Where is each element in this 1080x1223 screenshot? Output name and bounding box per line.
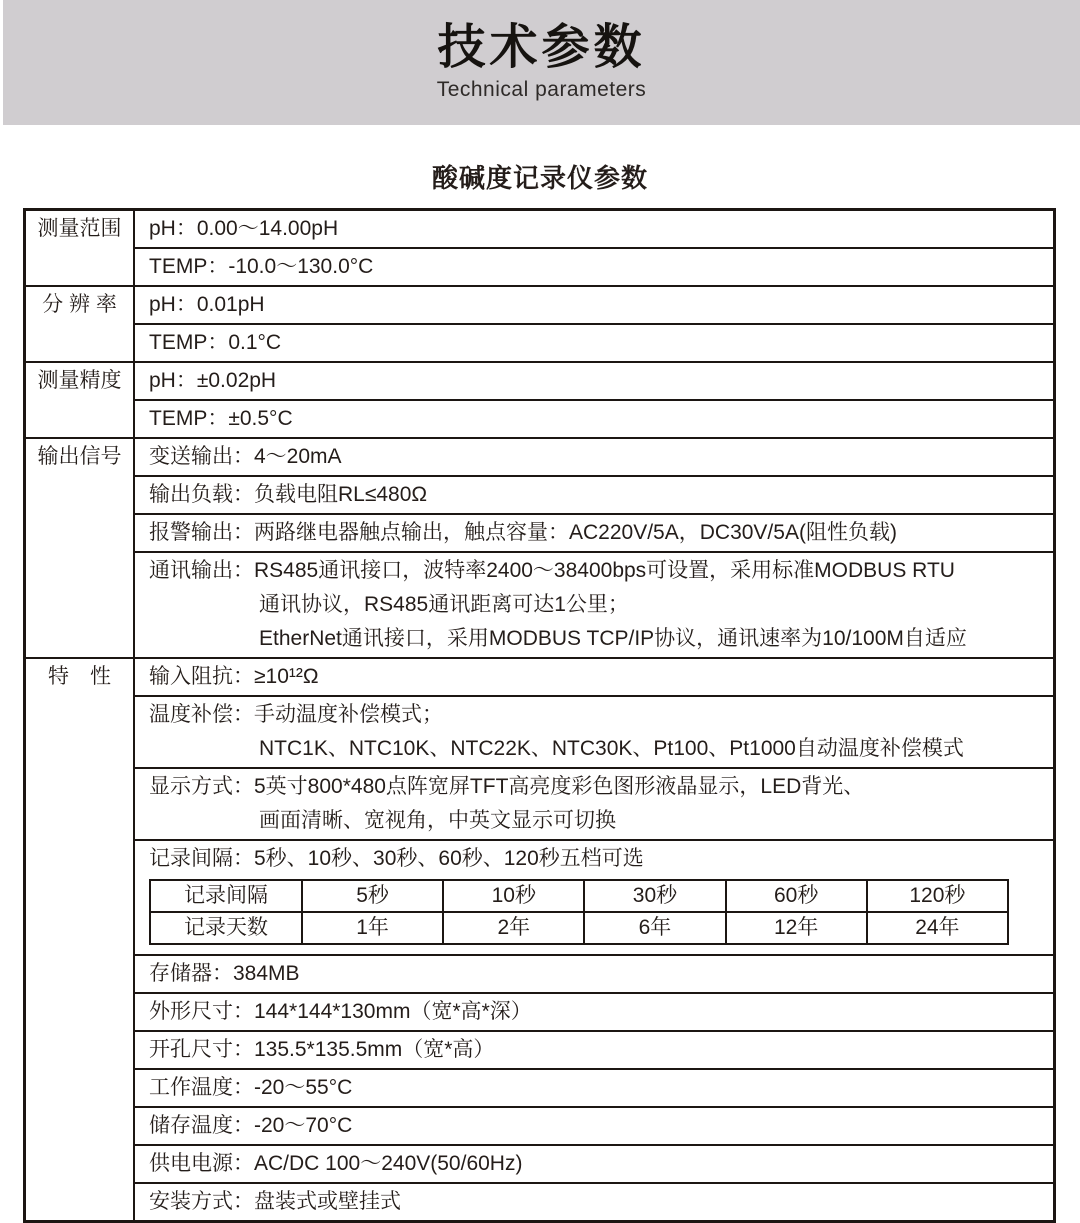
spec-row-text: pH：0.00～14.00pH <box>149 217 339 240</box>
spec-row <box>135 1068 1053 1106</box>
record-table-cell: 10秒 <box>443 880 584 912</box>
spec-row <box>135 992 1053 1030</box>
spec-row-text: pH：±0.02pH <box>149 369 277 392</box>
spec-row <box>135 659 1053 695</box>
group-rows <box>135 659 1053 1220</box>
group-label: 分 辨 率 <box>26 287 135 361</box>
spec-row-continuation: EtherNet通讯接口，采用MODBUS TCP/IP协议，通讯速率为10/100M自适应 <box>259 627 967 650</box>
spec-group <box>26 437 1053 657</box>
record-table-cell: 60秒 <box>726 880 867 912</box>
spec-row <box>135 767 1053 839</box>
spec-row-text: TEMP：-10.0～130.0°C <box>149 255 374 278</box>
spec-group <box>26 211 1053 285</box>
record-table-cell: 24年 <box>867 912 1008 944</box>
spec-group <box>26 657 1053 1220</box>
spec-row-text: 温度补偿：手动温度补偿模式； <box>149 703 443 726</box>
group-label: 测量范围 <box>26 211 135 285</box>
group-rows <box>135 211 1053 285</box>
spec-table <box>23 208 1056 1223</box>
spec-row-text: 报警输出：两路继电器触点输出，触点容量：AC220V/5A，DC30V/5A(阻性负载) <box>149 521 897 544</box>
spec-row-continuation: NTC1K、NTC10K、NTC22K、NTC30K、Pt100、Pt1000自动温度补偿模式 <box>259 737 964 760</box>
spec-row-text: 存储器：384MB <box>149 962 300 985</box>
page-subtitle: Technical parameters <box>436 78 647 101</box>
spec-row-continuation: 通讯协议，RS485通讯距离可达1公里； <box>259 593 629 616</box>
group-label: 测量精度 <box>26 363 135 437</box>
spec-row <box>135 399 1053 437</box>
spec-row-text: 开孔尺寸：135.5*135.5mm（宽*高） <box>149 1038 495 1061</box>
group-label: 特 性 <box>26 659 135 1220</box>
spec-row <box>135 1144 1053 1182</box>
spec-row-text: 显示方式：5英寸800*480点阵宽屏TFT高亮度彩色图形液晶显示，LED背光、 <box>149 775 865 798</box>
spec-row-continuation: 画面清晰、宽视角，中英文显示可切换 <box>259 809 616 832</box>
page-title: 技术参数 <box>437 21 646 74</box>
spec-group <box>26 361 1053 437</box>
spec-row-text: 输出负载：负载电阻RL≤480Ω <box>149 483 428 506</box>
spec-row-text: 通讯输出：RS485通讯接口，波特率2400～38400bps可设置，采用标准MODBUS RTU <box>149 559 955 582</box>
header-banner <box>3 0 1080 125</box>
spec-row <box>135 211 1053 247</box>
record-table-cell: 1年 <box>302 912 443 944</box>
group-label: 输出信号 <box>26 439 135 657</box>
spec-row-text: 输入阻抗：≥10¹²Ω <box>149 665 319 688</box>
record-table-cell: 记录天数 <box>150 912 302 944</box>
spec-row <box>135 954 1053 992</box>
section-title: 酸碱度记录仪参数 <box>431 163 648 193</box>
spec-row <box>135 323 1053 361</box>
spec-row-text: 安装方式：盘装式或壁挂式 <box>149 1190 401 1213</box>
record-interval-table <box>149 879 1009 945</box>
spec-row <box>135 439 1053 475</box>
spec-row <box>135 363 1053 399</box>
record-table-cell: 6年 <box>584 912 725 944</box>
spec-row <box>135 513 1053 551</box>
spec-row-text: 供电电源：AC/DC 100～240V(50/60Hz) <box>149 1152 523 1175</box>
spec-row-text: 外形尺寸：144*144*130mm（宽*高*深） <box>149 1000 532 1023</box>
spec-row-text: 记录间隔：5秒、10秒、30秒、60秒、120秒五档可选 <box>149 847 644 870</box>
spec-row-text: 储存温度：-20～70°C <box>149 1114 353 1137</box>
record-table-cell: 12年 <box>726 912 867 944</box>
spec-row-text: 工作温度：-20～55°C <box>149 1076 353 1099</box>
spec-row <box>135 1182 1053 1220</box>
record-table-row <box>150 880 1008 912</box>
spec-row <box>135 287 1053 323</box>
spec-group <box>26 285 1053 361</box>
record-table-cell: 2年 <box>443 912 584 944</box>
record-table-row <box>150 912 1008 944</box>
group-rows <box>135 363 1053 437</box>
spec-row-text: TEMP：±0.5°C <box>149 407 293 430</box>
spec-row-text: pH：0.01pH <box>149 293 265 316</box>
spec-row <box>135 247 1053 285</box>
record-table-cell: 5秒 <box>302 880 443 912</box>
group-rows <box>135 439 1053 657</box>
spec-row <box>135 475 1053 513</box>
spec-row <box>135 1030 1053 1068</box>
spec-row-text: 变送输出：4～20mA <box>149 445 342 468</box>
spec-row <box>135 551 1053 657</box>
spec-row <box>135 839 1053 954</box>
spec-row <box>135 695 1053 767</box>
spec-row-text: TEMP：0.1°C <box>149 331 282 354</box>
spec-row <box>135 1106 1053 1144</box>
record-table-cell: 记录间隔 <box>150 880 302 912</box>
record-table-cell: 120秒 <box>867 880 1008 912</box>
group-rows <box>135 287 1053 361</box>
record-table-cell: 30秒 <box>584 880 725 912</box>
